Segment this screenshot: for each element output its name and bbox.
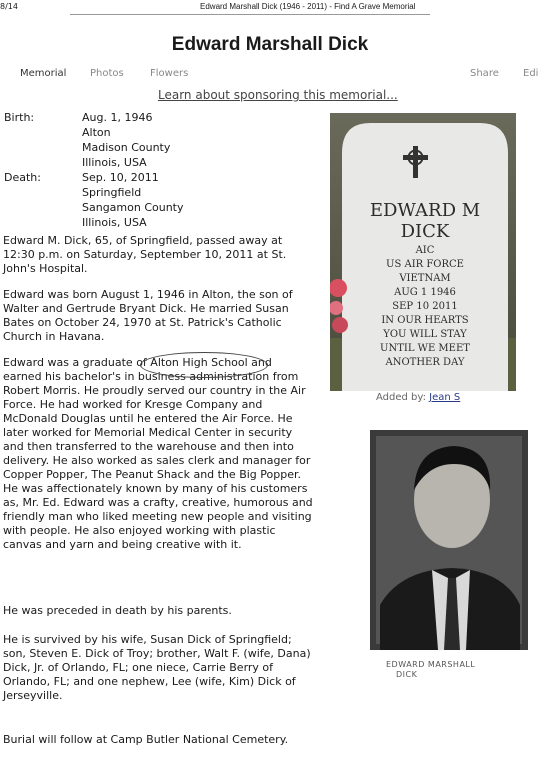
- memorial-tabs: [0, 68, 540, 84]
- death-value: Sep. 10, 2011 Springfield Sangamon County Illinois, USA: [82, 171, 184, 229]
- headstone-line-10: UNTIL WE MEET: [380, 343, 470, 354]
- portrait-caption: [386, 660, 475, 680]
- obituary-paragraph-6: Burial will follow at Camp Butler National Cemetery.: [3, 733, 289, 746]
- headstone-line-2: DICK: [400, 221, 450, 242]
- print-page-title: Edward Marshall Dick (1946 - 2011) - Find A Grave Memorial: [200, 2, 416, 11]
- headstone-line-3: AIC: [415, 245, 435, 256]
- print-date: 8/14: [0, 2, 18, 11]
- headstone-line-1: EDWARD M: [369, 200, 481, 221]
- tab-memorial[interactable]: Memorial: [20, 68, 67, 79]
- birth-value: Aug. 1, 1946 Alton Madison County Illinois, USA: [82, 111, 171, 169]
- obituary-paragraph-1: Edward M. Dick, 65, of Springfield, passed away at 12:30 p.m. on Saturday, September 10, 2011 at St. John's Hospital.: [3, 234, 287, 275]
- headstone-line-5: VIETNAM: [399, 273, 451, 284]
- header-rule: [70, 14, 430, 15]
- caption-line-2: DICK: [396, 670, 418, 679]
- headstone-line-4: US AIR FORCE: [386, 259, 464, 270]
- headstone-line-6: AUG 1 1946: [394, 287, 456, 298]
- headstone-photo[interactable]: [330, 113, 516, 391]
- headstone-line-8: IN OUR HEARTS: [381, 315, 469, 326]
- caption-line-1: EDWARD MARSHALL: [386, 660, 476, 669]
- memorial-title: Edward Marshall Dick: [171, 34, 369, 55]
- tab-share[interactable]: Share: [470, 68, 499, 79]
- tab-flowers[interactable]: Flowers: [150, 68, 189, 79]
- obituary-paragraph-5: He is survived by his wife, Susan Dick of Springfield; son, Steven E. Dick of Troy; brother, Walt F. (wife, Dana) Dick, Jr. of Orlando, FL; one niece, Carrie Berry of Orlando, FL; and one nephew, Lee (wife, Kim) Dick of Jerseyville.: [3, 633, 311, 702]
- added-by: [376, 392, 460, 403]
- headstone-line-11: ANOTHER DAY: [385, 357, 465, 368]
- obituary-paragraph-2: Edward was born August 1, 1946 in Alton, the son of Walter and Gertrude Bryant Dick. He married Susan Bates on October 24, 1970 at St. Patrick's Catholic Church in Havana.: [3, 288, 293, 343]
- birth-label: Birth:: [4, 111, 35, 124]
- death-label: Death:: [4, 171, 41, 184]
- added-by-label: Added by:: [376, 392, 426, 403]
- added-by-link[interactable]: Jean S: [429, 392, 461, 403]
- headstone-line-9: YOU WILL STAY: [383, 329, 467, 340]
- obituary-paragraph-4: He was preceded in death by his parents.: [3, 604, 232, 617]
- handwritten-circle-annotation: [140, 352, 268, 378]
- obituary-paragraph-3: Edward was a graduate of Alton High School and earned his bachelor's in business administration from Robert Morris. He proudly served our country in the Air Force. He had worked for Kresge Company and McDonald Douglas until he entered the Air Force. He later worked for Memorial Medical Center in security and then transferred to the warehouse and then into delivery. He also worked as sales clerk and manager for Copper Popper, The Peanut Shack and the Big Popper. He was affectionately known by many of his customers as, Mr. Ed. Edward was a crafty, creative, humorous and friendly man who liked meeting new people and visiting with people. He also enjoyed working with plastic canvas and yarn and being creative with it.: [3, 356, 313, 551]
- sponsor-link[interactable]: Learn about sponsoring this memorial...: [158, 88, 398, 102]
- tab-edit[interactable]: Edi: [523, 68, 539, 79]
- portrait-photo[interactable]: [370, 430, 528, 650]
- tab-photos[interactable]: Photos: [90, 68, 124, 79]
- headstone-line-7: SEP 10 2011: [392, 301, 458, 312]
- print-header: [0, 0, 540, 16]
